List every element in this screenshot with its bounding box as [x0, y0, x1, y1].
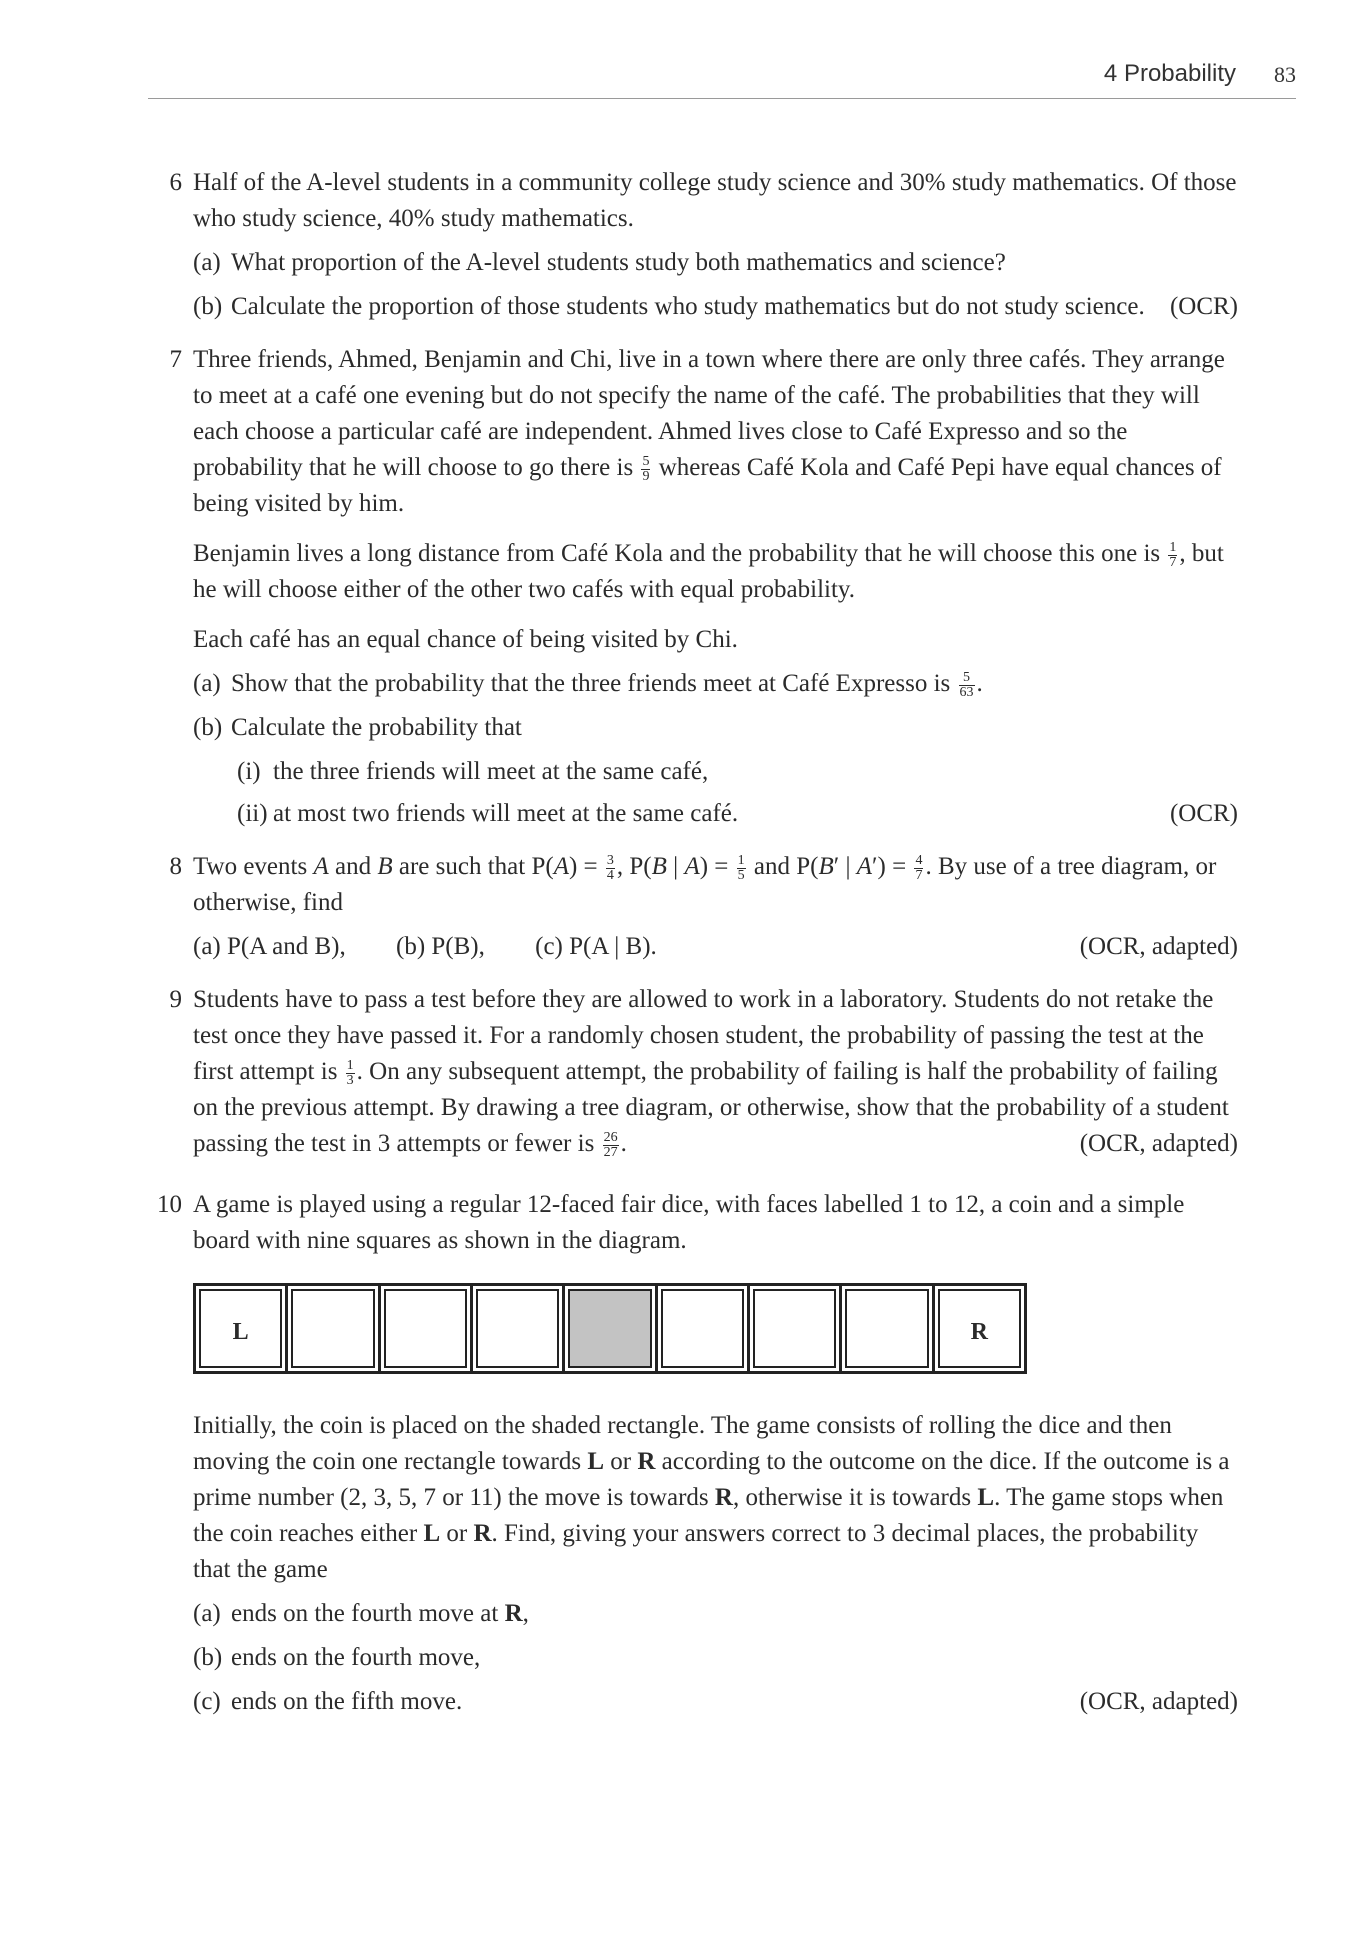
question-8	[148, 849, 1238, 965]
question-stem: A game is played using a regular 12-faced fair dice, with faces labelled 1 to 12, a coin and a simple board with nine squares as shown in the diagram.	[193, 1191, 1185, 1254]
part-a: (a) Show that the probability that the three friends meet at Café Expresso is $\frac{5}{63}$ .	[193, 669, 983, 700]
fraction: $\frac{4}{7}$	[915, 852, 923, 883]
question-number: 9	[169, 986, 182, 1013]
question-number: 10	[157, 1191, 182, 1218]
part-b: (b) P(B),	[396, 933, 485, 960]
board-square-shaded-start	[565, 1286, 657, 1371]
board-square	[288, 1286, 380, 1371]
part-b-i: (i) the three friends will meet at the same café,	[237, 758, 709, 785]
parts-abc	[193, 929, 1238, 965]
question-stem: Two events A and B are such that P(A) = $\frac{3}{4}$ , P(B | A) = $\frac{1}{5}$ and P(B′ | A′) = $\frac{4}{7}$ . By use of a tree diagram, or otherwise, find	[193, 852, 1217, 916]
question-7	[148, 342, 1238, 832]
fraction: $\frac{5}{63}$	[959, 669, 974, 700]
fraction: $\frac{1}{3}$	[346, 1057, 354, 1088]
part-a: (a) What proportion of the A-level students study both mathematics and science?	[193, 249, 1006, 276]
question-paragraph-3: Each café has an equal chance of being visited by Chi.	[193, 626, 738, 653]
part-b: (b) Calculate the proportion of those students who study mathematics but do not study science. (OCR)	[193, 289, 1238, 325]
question-paragraph-2: Benjamin lives a long distance from Café Kola and the probability that he will choose this one is $\frac{1}{7}$ , but he will choose either of the other two cafés with equal probability.	[193, 539, 1224, 603]
question-paragraph-1: Three friends, Ahmed, Benjamin and Chi, live in a town where there are only three cafés. They arrange to meet at a café one evening but do not specify the name of the café. The probabilities that they will each choose a particular café are independent. Ahmed lives close to Café Expresso and so the probability that he will choose to go there is $\frac{5}{9}$ whereas Café Kola and Café Pepi have equal chances of being visited by him.	[193, 346, 1225, 517]
exercise-content	[148, 165, 1238, 1737]
chapter-title: 4 Probability	[1103, 60, 1236, 87]
source-citation: (OCR, adapted)	[1079, 933, 1238, 960]
board-square-l: L	[196, 1286, 288, 1371]
part-b-ii: (ii) at most two friends will meet at the same café. (OCR)	[193, 796, 1238, 832]
fraction: $\frac{5}{9}$	[642, 453, 650, 484]
part-b: (b) Calculate the probability that	[193, 714, 522, 741]
part-a: (a) ends on the fourth move at R,	[193, 1600, 529, 1627]
part-a: (a) P(A and B),	[193, 933, 346, 960]
question-6	[148, 165, 1238, 325]
fraction: $\frac{1}{5}$	[737, 852, 745, 883]
rules-paragraph: Initially, the coin is placed on the shaded rectangle. The game consists of rolling the dice and then moving the coin one rectangle towards L or R according to the outcome on the dice. If the outcome is a prime number (2, 3, 5, 7 or 11) the move is towards R, otherwise it is towards L. The game stops when the coin reaches either L or R. Find, giving your answers correct to 3 decimal places, the probability that the game	[193, 1412, 1230, 1583]
running-head	[148, 58, 1296, 99]
board-square	[658, 1286, 750, 1371]
board-square-r: R	[935, 1286, 1024, 1371]
fraction: $\frac{1}{7}$	[1169, 539, 1177, 570]
board-square	[473, 1286, 565, 1371]
board-square	[381, 1286, 473, 1371]
board-square	[842, 1286, 934, 1371]
question-number: 7	[169, 346, 182, 373]
game-board-diagram	[193, 1283, 1027, 1374]
source-citation: (OCR)	[1169, 293, 1238, 320]
question-number: 8	[169, 853, 182, 880]
question-9	[148, 982, 1238, 1170]
question-10	[148, 1187, 1238, 1720]
question-stem: Half of the A-level students in a community college study science and 30% study mathematics. Of those who study science, 40% study mathematics.	[193, 169, 1237, 232]
source-citation: (OCR, adapted)	[1079, 1688, 1238, 1715]
question-number: 6	[169, 169, 182, 196]
source-citation: (OCR, adapted)	[1079, 1130, 1238, 1157]
part-c: (c) ends on the fifth move. (OCR, adapted)	[193, 1684, 1238, 1720]
question-stem: Students have to pass a test before they are allowed to work in a laboratory. Students do not retake the test once they have passed it. For a randomly chosen student, the probability of passing the test at the first attempt is $\frac{1}{3}$ . On any subsequent attempt, the probability of failing is half the probability of failing on the previous attempt. By drawing a tree diagram, or otherwise, show that the probability of a student passing the test in 3 attempts or fewer is $\frac{26}{27}$ . (OCR, adapted)	[193, 982, 1238, 1162]
fraction: $\frac{3}{4}$	[606, 852, 614, 883]
source-citation: (OCR)	[1169, 800, 1238, 827]
fraction: $\frac{26}{27}$	[603, 1129, 618, 1160]
board-square	[750, 1286, 842, 1371]
page-number: 83	[1274, 62, 1296, 87]
part-b: (b) ends on the fourth move,	[193, 1644, 481, 1671]
part-c: (c) P(A | B).	[535, 933, 657, 960]
